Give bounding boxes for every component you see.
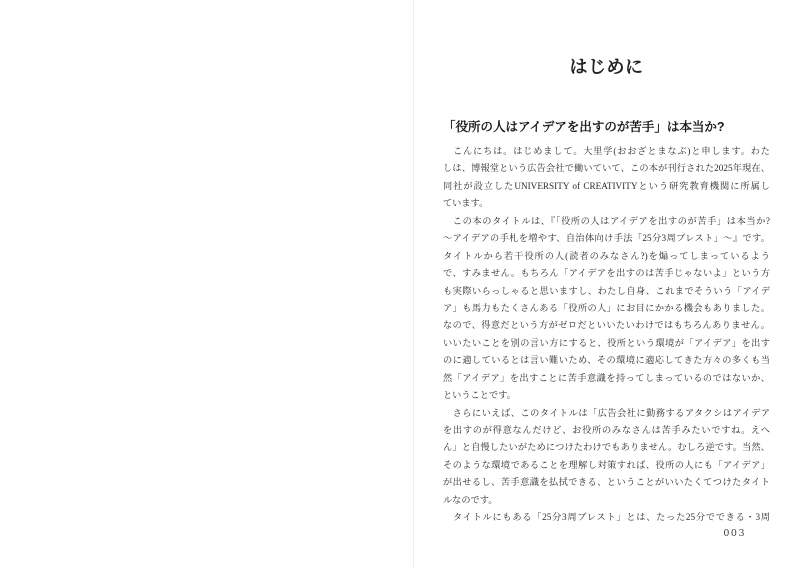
body-line: そのような環境であることを理解し対策すれば、役所の人にも「アイデア」 xyxy=(443,459,770,470)
body-line: ア」も馬力もたくさんある「役所の人」にお目にかかる機会もありました。 xyxy=(443,302,770,313)
body-line: タイトルにもある「25分3周ブレスト」とは、たった25分でできる・3周 xyxy=(443,512,770,523)
body-line: が出せるし、苦手意識を払拭できる、ということがいいたくてつけたタイト xyxy=(443,477,770,488)
body-line: しは、博報堂という広告会社で働いていて、この本が刊行された2025年現在、 xyxy=(443,163,770,174)
chapter-title: はじめに xyxy=(569,57,644,77)
body-line: 〜アイデアの手札を増やす、自治体向け手法「25分3周ブレスト」〜』です。 xyxy=(443,233,770,244)
body-line: で、すみません。もちろん「アイデアを出すのは苦手じゃないよ」という方 xyxy=(443,268,770,279)
body-line: いいたいことを別の言い方にすると、役所という環境が「アイデア」を出す xyxy=(443,337,770,348)
body-line: この本のタイトルは、『「役所の人はアイデアを出すのが苦手」は本当か? xyxy=(443,215,770,226)
body-line: ん」と自慢したいがためにつけたわけでもありません。むしろ逆です。当然、 xyxy=(443,442,770,453)
body-text xyxy=(443,143,770,527)
body-line: こんにちは。はじめまして。大里学(おおざとまなぶ)と申します。わた xyxy=(443,146,770,156)
section-heading: 「役所の人はアイデアを出すのが苦手」は本当か? xyxy=(443,120,725,134)
body-line: も実際いらっしゃると思いますし、わたし自身、これまでそういう「アイデ xyxy=(443,285,770,296)
body-line: のに適しているとは言い難いため、その環境に適応してきた方々の多くも当 xyxy=(443,355,770,366)
body-line: ルなのです。 xyxy=(443,494,498,505)
page-number: 003 xyxy=(723,528,746,539)
body-line: ということです。 xyxy=(443,390,516,401)
body-line: 然「アイデア」を出すことに苦手意識を持ってしまっているのではないか、 xyxy=(443,372,770,383)
body-line: なので、得意だという方がゼロだといいたいわけではもちろんありません。 xyxy=(443,320,770,331)
body-line: を出すのが得意なんだけど、お役所のみなさんは苦手みたいですね。えへ xyxy=(443,425,770,435)
body-line: ています。 xyxy=(443,198,489,209)
page-gutter-line xyxy=(413,0,414,567)
body-line: さらにいえば、このタイトルは「広告会社に勤務するアタクシはアイデア xyxy=(443,407,770,418)
body-line: タイトルから若干役所の人(読者のみなさん?)を煽ってしまっているよう xyxy=(443,250,770,261)
body-line: 同社が設立したUNIVERSITY of CREATIVITYという研究教育機関に所属し xyxy=(443,180,770,191)
